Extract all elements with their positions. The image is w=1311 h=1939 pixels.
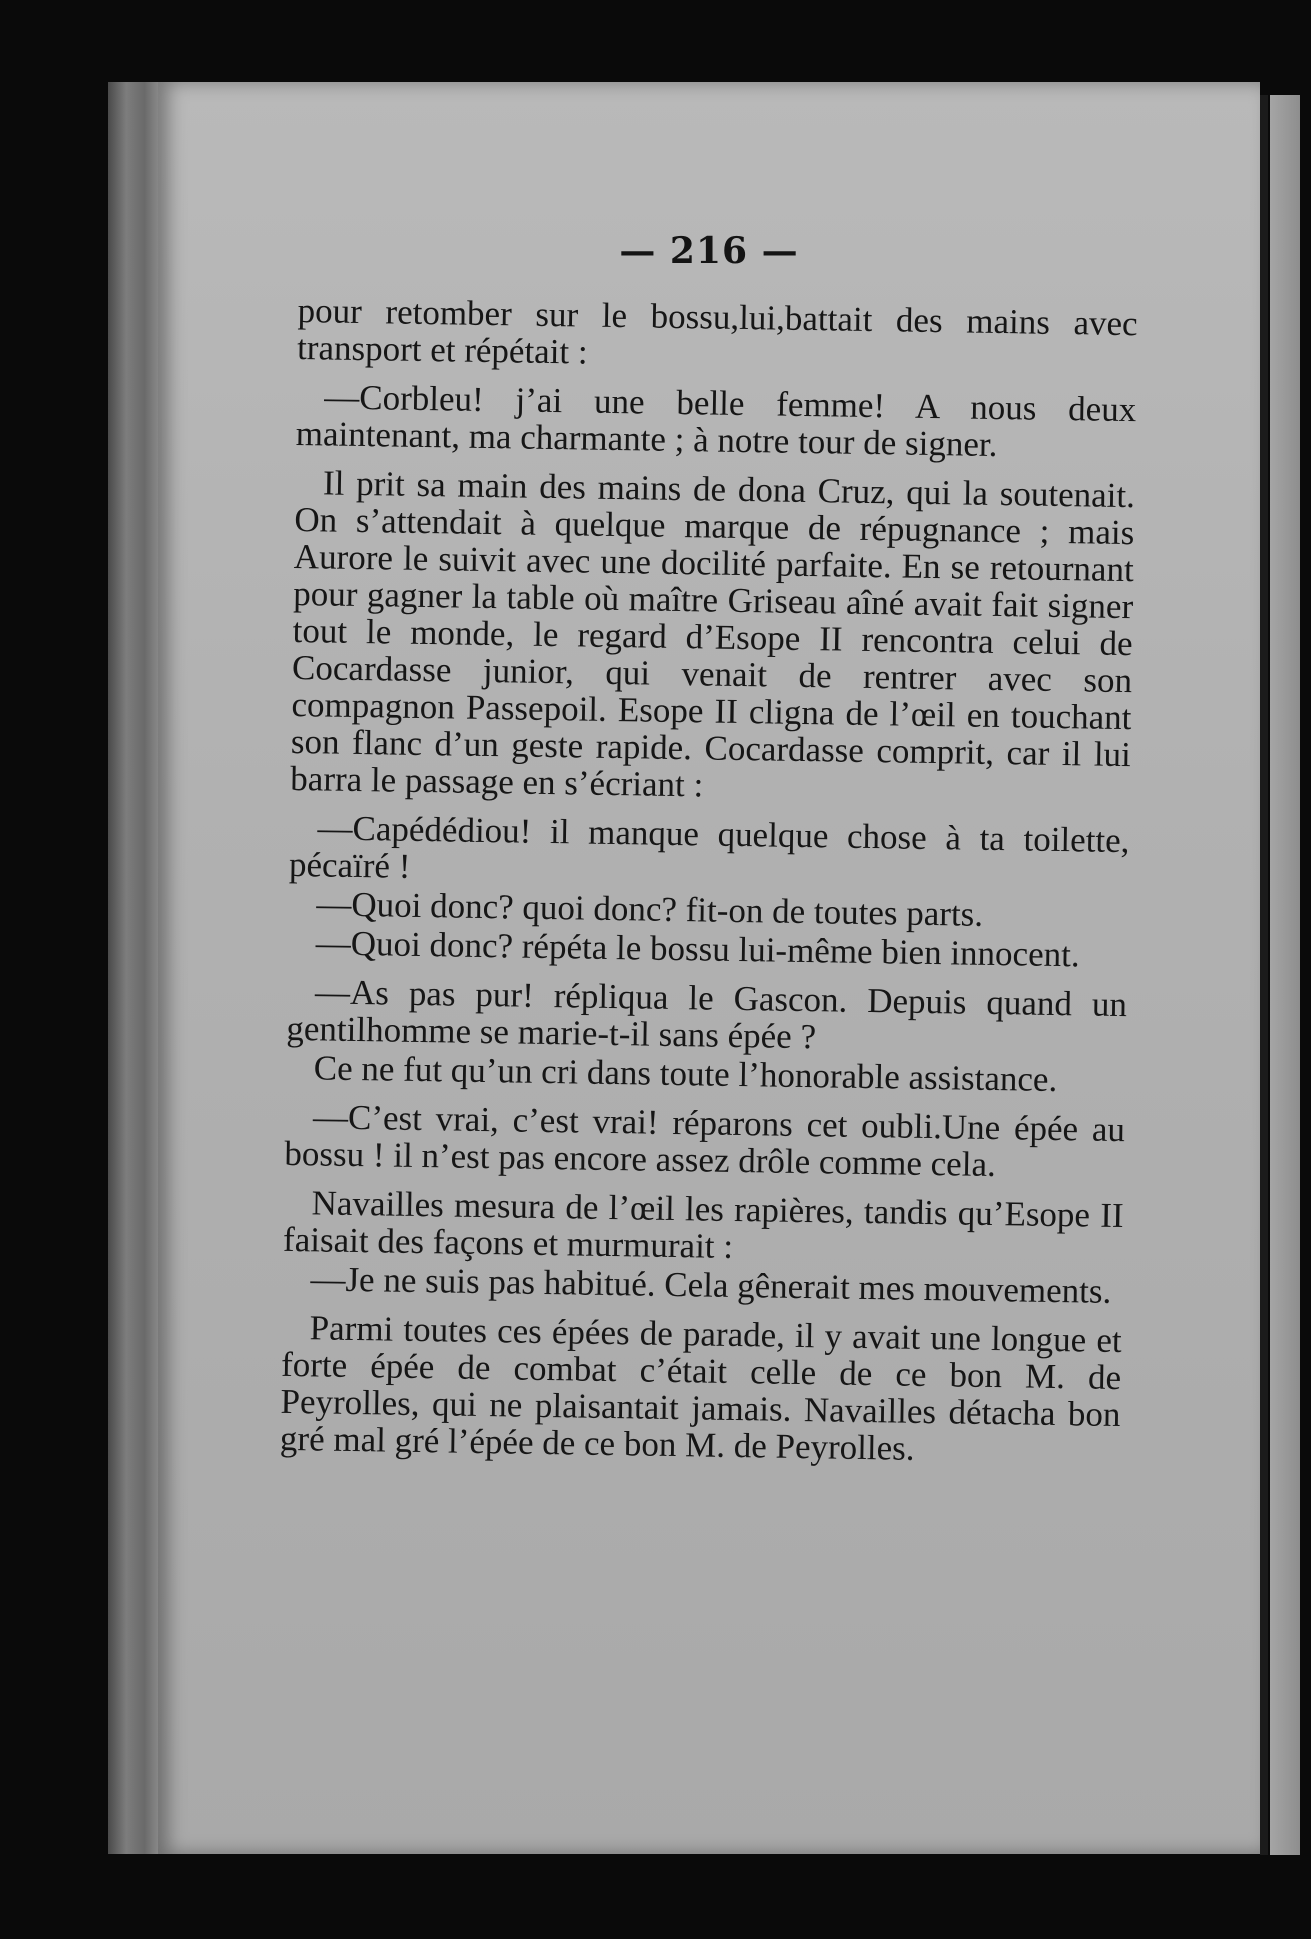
page-edge xyxy=(1260,95,1268,1855)
facing-page-edge xyxy=(1270,95,1300,1855)
paragraph: —Quoi donc? quoi donc? fit-on de toutes parts. xyxy=(316,884,984,934)
paragraph: —Quoi donc? répéta le bossu lui-même bien innocent. xyxy=(315,923,1080,975)
paragraph: Ce ne fut qu’un cri dans toute l’honorable assistance. xyxy=(313,1048,1058,1100)
paragraph: Navailles mesura de l’œil les rapières, tandis qu’Esope II faisait des façons et murmurait : xyxy=(282,1183,1124,1266)
page-number: — 216 — xyxy=(619,230,799,272)
page-text xyxy=(280,292,1138,1482)
paragraph: —Capédédiou! il manque quelque chose à ta toilette, pécaïré ! xyxy=(288,808,1130,886)
paragraph: —C’est vrai, c’est vrai! réparons cet oubli.Une épée au bossu ! il n’est pas encore assez drôle comme cela. xyxy=(284,1097,1126,1185)
paragraph: pour retomber sur le bossu,lui,battait des mains avec transport et répétait : xyxy=(296,291,1138,372)
paragraph: Il prit sa main des mains de dona Cruz, qui la soutenait. On s’attendait à quelque marque de répugnance ; mais Aurore le suivit avec une docilité parfaite. En se retournant pour gagner la table où maître Griseau aîné avait fait signer tout le monde, le regard d’Esope II rencontra celui de Cocardasse junior, qui venait de rentrer avec son compagnon Passepoil. Esope II cligna de l’œil en touchant son flanc d’un geste rapide. Cocardasse comprit, car il lui barra le passage en s’écriant : xyxy=(290,463,1136,805)
paragraph: —Je ne suis pas habitué. Cela gênerait mes mouvements. xyxy=(310,1259,1112,1311)
book-page xyxy=(158,82,1260,1854)
paragraph: Parmi toutes ces épées de parade, il y avait une longue et forte épée de combat c’était celle de ce bon M. de Peyrolles, qui ne plaisantait jamais. Navailles détacha bon gré mal gré l’épée de ce bon M. de Peyrolles. xyxy=(279,1308,1122,1468)
book-spine xyxy=(108,82,160,1854)
paragraph: —As pas pur! répliqua le Gascon. Depuis quand un gentilhomme se marie-t-il sans épée ? xyxy=(286,972,1128,1057)
paragraph: —Corbleu! j’ai une belle femme! A nous deux maintenant, ma charmante ; à notre tour de signer. xyxy=(295,377,1137,465)
